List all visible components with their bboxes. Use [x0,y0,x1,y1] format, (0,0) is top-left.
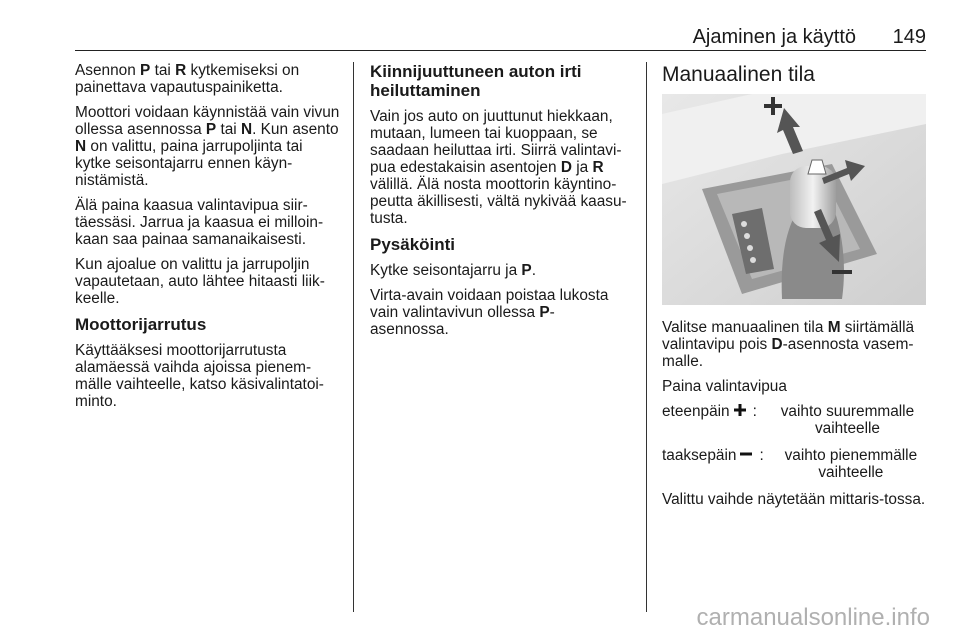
heading-pysakointi: Pysäköinti [370,235,456,254]
column-3 [662,62,932,516]
definition-separator: : [752,403,757,420]
definition-description: vaihto pienemmälle vaihteelle [784,447,918,481]
paragraph: Käyttääksesi moottorijarrutusta alamäessä vaihda ajoissa pienem-mälle vaihteelle, katso käsivalintatoi-minto. [75,342,324,410]
definition-term: eteenpäin [662,403,747,437]
heading-manuaalinen-tila: Manuaalinen tila [662,63,815,86]
definition-row-backward [662,447,932,481]
watermark: carmanualsonline.info [696,604,930,631]
paragraph: Valittu vaihde näytetään mittaris-tossa. [662,491,926,508]
definition-term: taaksepäin [662,447,753,481]
paragraph: Asennon P tai R kytkemiseksi on painettava vapautuspainiketta. [75,62,300,96]
minus-icon [739,447,753,465]
definition-description: vaihto suuremmalle vaihteelle [780,403,915,437]
paragraph: Paina valintavipua [662,378,787,395]
column-2 [370,62,632,346]
page-number: 149 [892,26,926,48]
gear-selector-illustration [662,94,926,305]
heading-moottorijarrutus: Moottorijarrutus [75,315,207,334]
paragraph: Vain jos auto on juuttunut hiekkaan, mutaan, lumeen tai kuoppaan, se saadaan heiluttaa irti. Siirrä valintavi-pua edestakaisin asentojen D ja R välillä. Älä nosta moottorin käyntino-peutta äkillisesti, vältä nykivää kaasu-tusta. [370,108,627,227]
plus-icon [733,403,747,421]
column-divider [353,62,354,612]
paragraph: Kytke seisontajarru ja P. [370,262,536,279]
definition-separator: : [759,447,764,464]
heading-kiinnijuuttunut: Kiinnijuuttuneen auton irti heiluttaminen [370,62,582,100]
section-title: Ajaminen ja käyttö [692,26,856,48]
definition-row-forward [662,403,932,437]
paragraph: Virta-avain voidaan poistaa lukosta vain valintavivun ollessa P-asennossa. [370,287,609,338]
column-1 [75,62,341,418]
paragraph: Moottori voidaan käynnistää vain vivun ollessa asennossa P tai N. Kun asento N on valittu, paina jarrupoljinta tai kytke seisontajarru ennen käyn-nistämistä. [75,104,340,189]
paragraph: Valitse manuaalinen tila M siirtämällä valintavipu pois D-asennosta vasem-malle. [662,319,915,370]
gear-lever-drawing [662,94,926,305]
column-divider [646,62,647,612]
paragraph: Kun ajoalue on valittu ja jarrupoljin vapautetaan, auto lähtee hitaasti liik-keelle. [75,256,325,307]
paragraph: Älä paina kaasua valintavipua siir-täessäsi. Jarrua ja kaasua ei milloin-kaan saa painaa samanaikaisesti. [75,197,324,248]
page-header [75,24,926,51]
